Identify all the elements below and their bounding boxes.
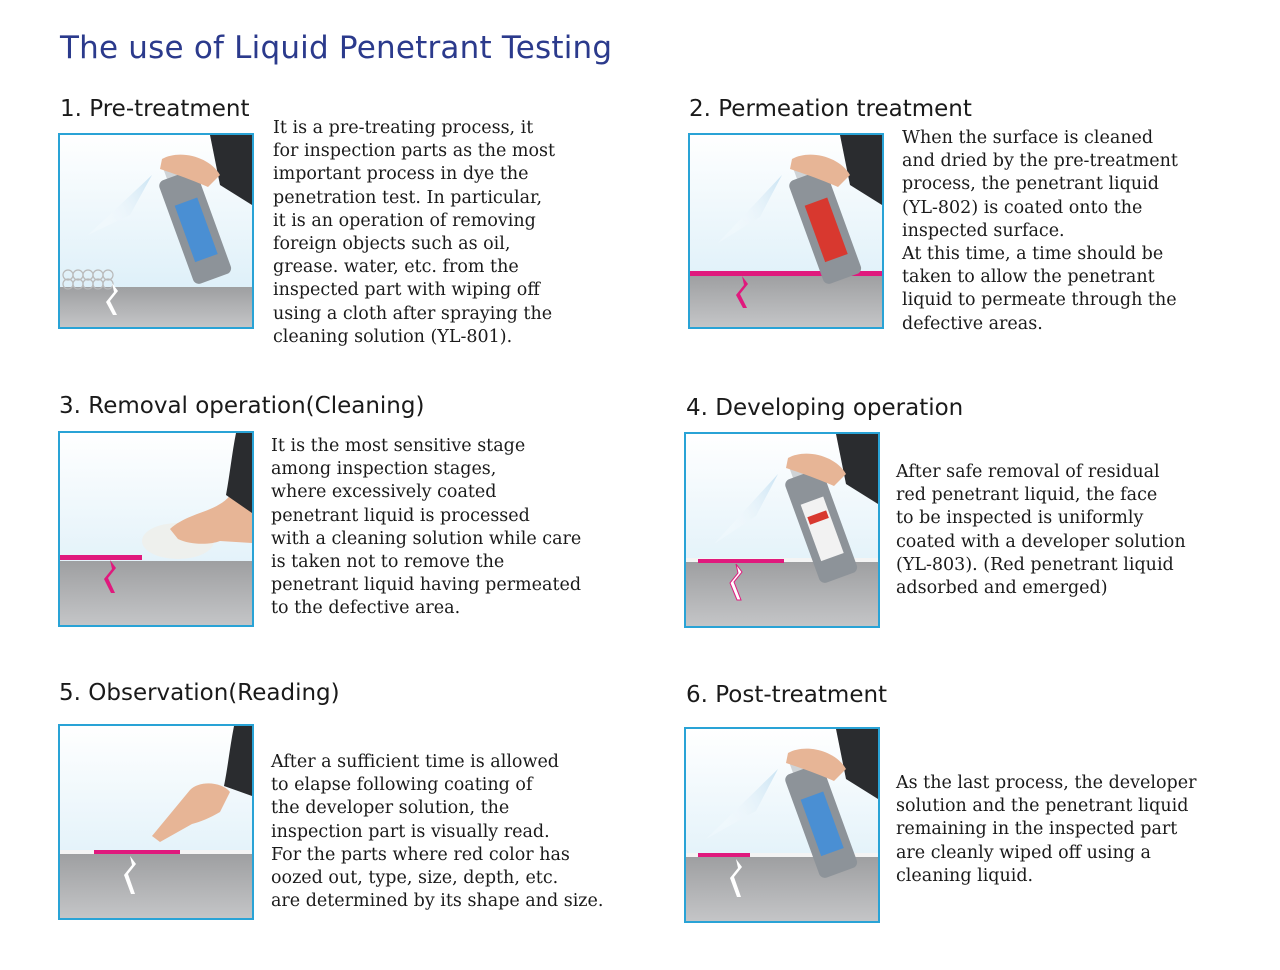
step-1-description: It is a pre-treating process, it for inspection parts as the most important process in dye the penetration test. In particular, it is an operation of removing foreign objects such as oil, grease. water, etc. from the inspected part with wiping off using a cloth after spraying the cleaning solution (YL-801).	[273, 118, 556, 347]
step-2-heading: 2. Permeation treatment	[689, 96, 972, 122]
step-4-description: After safe removal of residual red penetrant liquid, the face to be inspected is uniformly coated with a developer solution (YL-803). (Red penetrant liquid adsorbed and emerged)	[896, 462, 1186, 599]
step-4-illustration	[684, 432, 880, 628]
step-6-heading: 6. Post-treatment	[686, 682, 888, 708]
step-3-illustration	[58, 431, 254, 627]
step-4-heading: 4. Developing operation	[686, 395, 964, 421]
step-3-description: It is the most sensitive stage among inspection stages, where excessively coated penetrant liquid is processed with a cleaning solution while care is taken not to remove the penetrant liquid having permeated to the defective area.	[271, 436, 582, 619]
step-5-description: After a sufficient time is allowed to elapse following coating of the developer solution, the inspection part is visually read. For the parts where red color has oozed out, type, size, depth, etc. are determined by its shape and size.	[271, 752, 604, 912]
step-1-illustration	[58, 133, 254, 329]
step-3-heading: 3. Removal operation(Cleaning)	[59, 393, 425, 419]
step-2-description: When the surface is cleaned and dried by the pre-treatment process, the penetrant liquid (YL-802) is coated onto the inspected surface. At this time, a time should be taken to allow the penetrant liquid to permeate through the defective areas.	[902, 128, 1178, 334]
page-title: The use of Liquid Penetrant Testing	[60, 30, 613, 66]
step-1-heading: 1. Pre-treatment	[60, 96, 250, 122]
step-6-illustration	[684, 727, 880, 923]
step-5-heading: 5. Observation(Reading)	[59, 680, 340, 706]
step-2-illustration	[688, 133, 884, 329]
step-5-illustration	[58, 724, 254, 920]
step-6-description: As the last process, the developer solution and the penetrant liquid remaining in the inspected part are cleanly wiped off using a cleaning liquid.	[896, 773, 1197, 886]
